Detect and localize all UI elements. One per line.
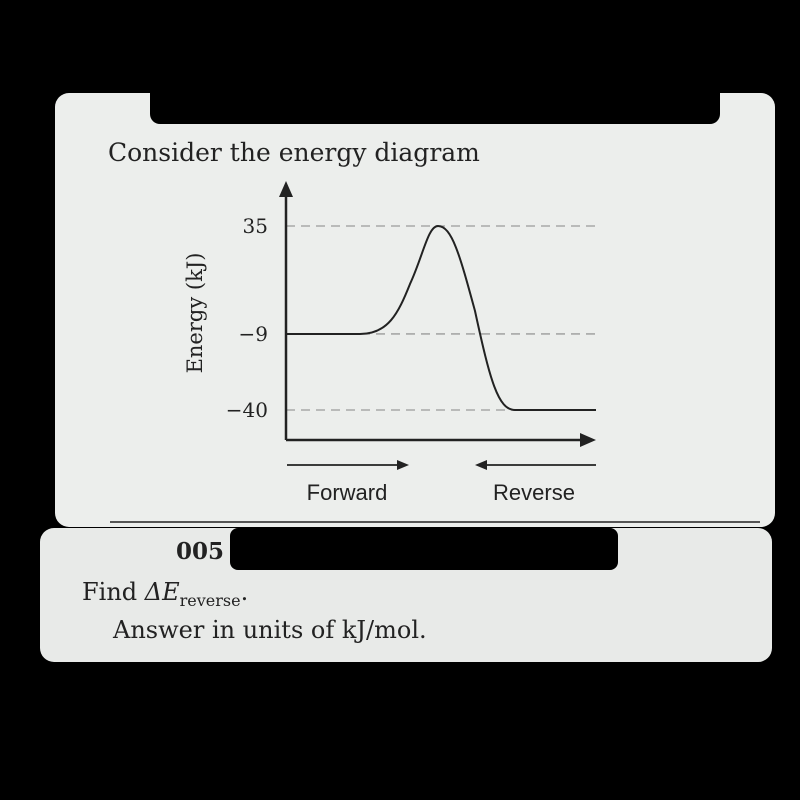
reverse-label: Reverse xyxy=(493,480,575,505)
axes xyxy=(279,181,596,447)
find-suffix: . xyxy=(240,578,249,606)
redaction-bar-question xyxy=(230,528,618,570)
x-axis-arrow xyxy=(580,433,596,447)
forward-direction xyxy=(287,460,409,505)
energy-curve xyxy=(286,226,596,410)
answer-units: Answer in units of kJ/mol. xyxy=(113,616,427,644)
reverse-arrow-head xyxy=(475,460,487,470)
y-tick-label: 35 xyxy=(242,214,268,238)
gridlines xyxy=(286,226,596,410)
find-prefix: Find xyxy=(82,578,145,606)
forward-label: Forward xyxy=(306,480,388,505)
reverse-direction xyxy=(475,460,596,505)
y-axis-arrow xyxy=(279,181,293,197)
question-number: 005 xyxy=(176,538,225,565)
section-divider xyxy=(110,521,760,523)
delta-e-symbol: ΔE xyxy=(144,578,180,606)
question-text xyxy=(82,578,248,610)
y-tick-label: −9 xyxy=(238,321,268,346)
y-tick-labels xyxy=(226,214,268,422)
y-axis-label: Energy (kJ) xyxy=(183,252,207,374)
forward-arrow-head xyxy=(397,460,409,470)
problem-prompt: Consider the energy diagram xyxy=(108,138,480,167)
delta-e-subscript: reverse xyxy=(179,590,241,610)
y-tick-label: −40 xyxy=(225,398,268,422)
